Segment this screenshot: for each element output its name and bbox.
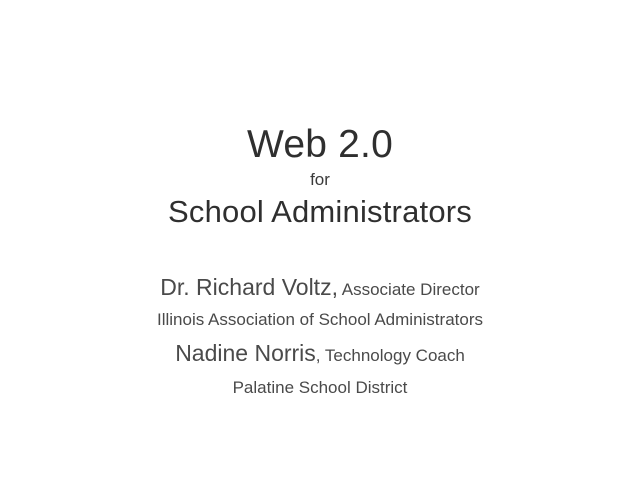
presenter-1-role: Associate Director — [337, 280, 480, 299]
slide-body-block — [0, 272, 640, 404]
presenter-2-line — [0, 338, 640, 372]
slide-title-subtitle: School Administrators — [168, 194, 472, 229]
presenter-1-name: Dr. Richard Voltz, — [160, 274, 338, 300]
presenter-1-organization: Illinois Association of School Administrators — [157, 310, 483, 329]
slide-title-block — [0, 122, 640, 232]
slide-title-connector: for — [310, 170, 330, 189]
presenter-2-name: Nadine Norris — [175, 340, 316, 366]
presenter-2-role: , Technology Coach — [315, 346, 465, 365]
slide-title-main: Web 2.0 — [247, 123, 393, 166]
presenter-1-line — [0, 272, 640, 306]
presenter-2-organization: Palatine School District — [232, 378, 408, 397]
